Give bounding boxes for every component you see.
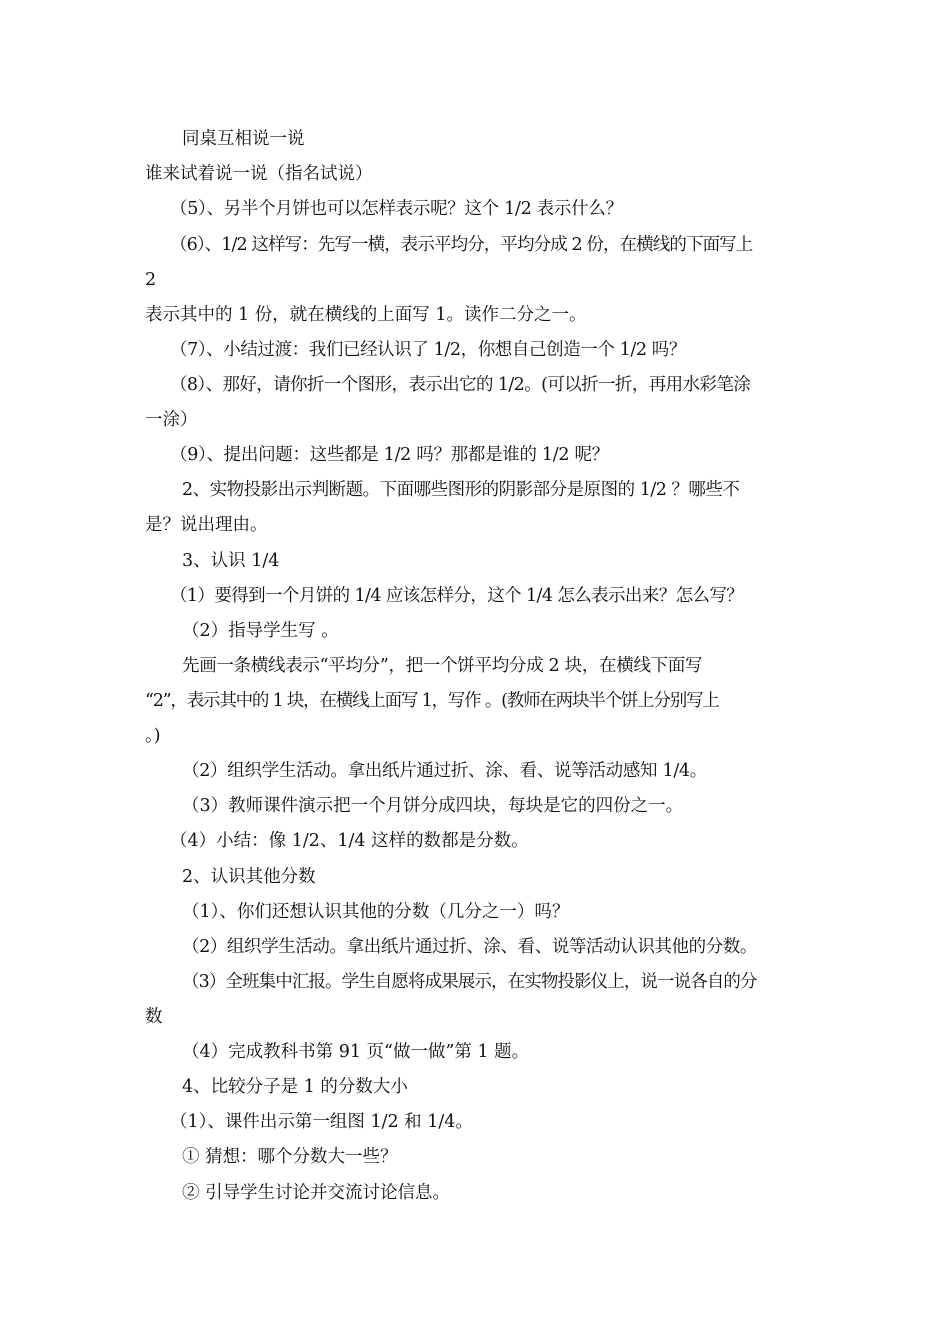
- text-line: （2）组织学生活动。拿出纸片通过折、涂、看、说等活动认识其他的分数。: [182, 937, 758, 957]
- text-line: （1）要得到一个月饼的 1/4 应该怎样分，这个 1/4 怎么表示出来？怎么写？: [170, 586, 744, 606]
- text-line: （4）小结：像 1/2、1/4 这样的数都是分数。: [170, 831, 529, 851]
- text-line: 数: [145, 1007, 163, 1027]
- text-line: （7）、小结过渡：我们已经认识了 1/2，你想自己创造一个 1/2 吗？: [170, 340, 686, 360]
- text-line: 。): [145, 726, 161, 746]
- text-line: 2、实物投影出示判断题。下面哪些图形的阴影部分是原图的 1/2 ？哪些不: [182, 480, 740, 500]
- text-line: （5）、另半个月饼也可以怎样表示呢？这个 1/2 表示什么？: [170, 199, 623, 219]
- text-line: 一涂）: [145, 410, 198, 430]
- text-line: （4）完成教科书第 91 页“做一做”第 1 题。: [182, 1042, 530, 1062]
- text-line: （2）组织学生活动。拿出纸片通过折、涂、看、说等活动感知 1/4。: [182, 761, 707, 781]
- text-line: ① 猜想：哪个分数大一些？: [182, 1147, 398, 1167]
- text-line: 2、认识其他分数: [182, 867, 316, 887]
- text-line: 2: [145, 270, 157, 290]
- text-line: （2）指导学生写 。: [182, 621, 339, 641]
- text-line: （3）教师课件演示把一个月饼分成四块，每块是它的四份之一。: [182, 796, 684, 816]
- text-line: （1）、课件出示第一组图 1/2 和 1/4。: [170, 1112, 473, 1132]
- text-line: 谁来试着说一说（指名试说）: [145, 164, 373, 184]
- text-line: （1）、你们还想认识其他的分数（几分之一）吗？: [182, 902, 570, 922]
- text-line: （3）全班集中汇报。学生自愿将成果展示，在实物投影仪上，说一说各自的分: [182, 972, 757, 992]
- text-line: 先画一条横线表示“平均分”，把一个饼平均分成 2 块，在横线下面写: [182, 656, 703, 676]
- text-line: 同桌互相说一说: [182, 129, 305, 149]
- text-line: 3、认识 1/4: [182, 551, 280, 571]
- text-line: （9）、提出问题：这些都是 1/2 吗？那都是谁的 1/2 呢？: [170, 445, 609, 465]
- text-line: ② 引导学生讨论并交流讨论信息。: [182, 1183, 451, 1203]
- text-line: 是？说出理由。: [145, 515, 268, 535]
- text-line: “2”，表示其中的 1 块，在横线上面写 1，写作 。(教师在两块半个饼上分别写上: [145, 691, 719, 711]
- text-line: （8）、那好，请你折一个图形，表示出它的 1/2。(可以折一折，再用水彩笔涂: [170, 375, 751, 395]
- text-line: 表示其中的 1 份，就在横线的上面写 1。读作二分之一。: [145, 305, 587, 325]
- text-line: 4、比较分子是 1 的分数大小: [182, 1077, 408, 1097]
- text-line: （6）、1/2 这样写：先写一横，表示平均分，平均分成 2 份，在横线的下面写上: [170, 235, 753, 255]
